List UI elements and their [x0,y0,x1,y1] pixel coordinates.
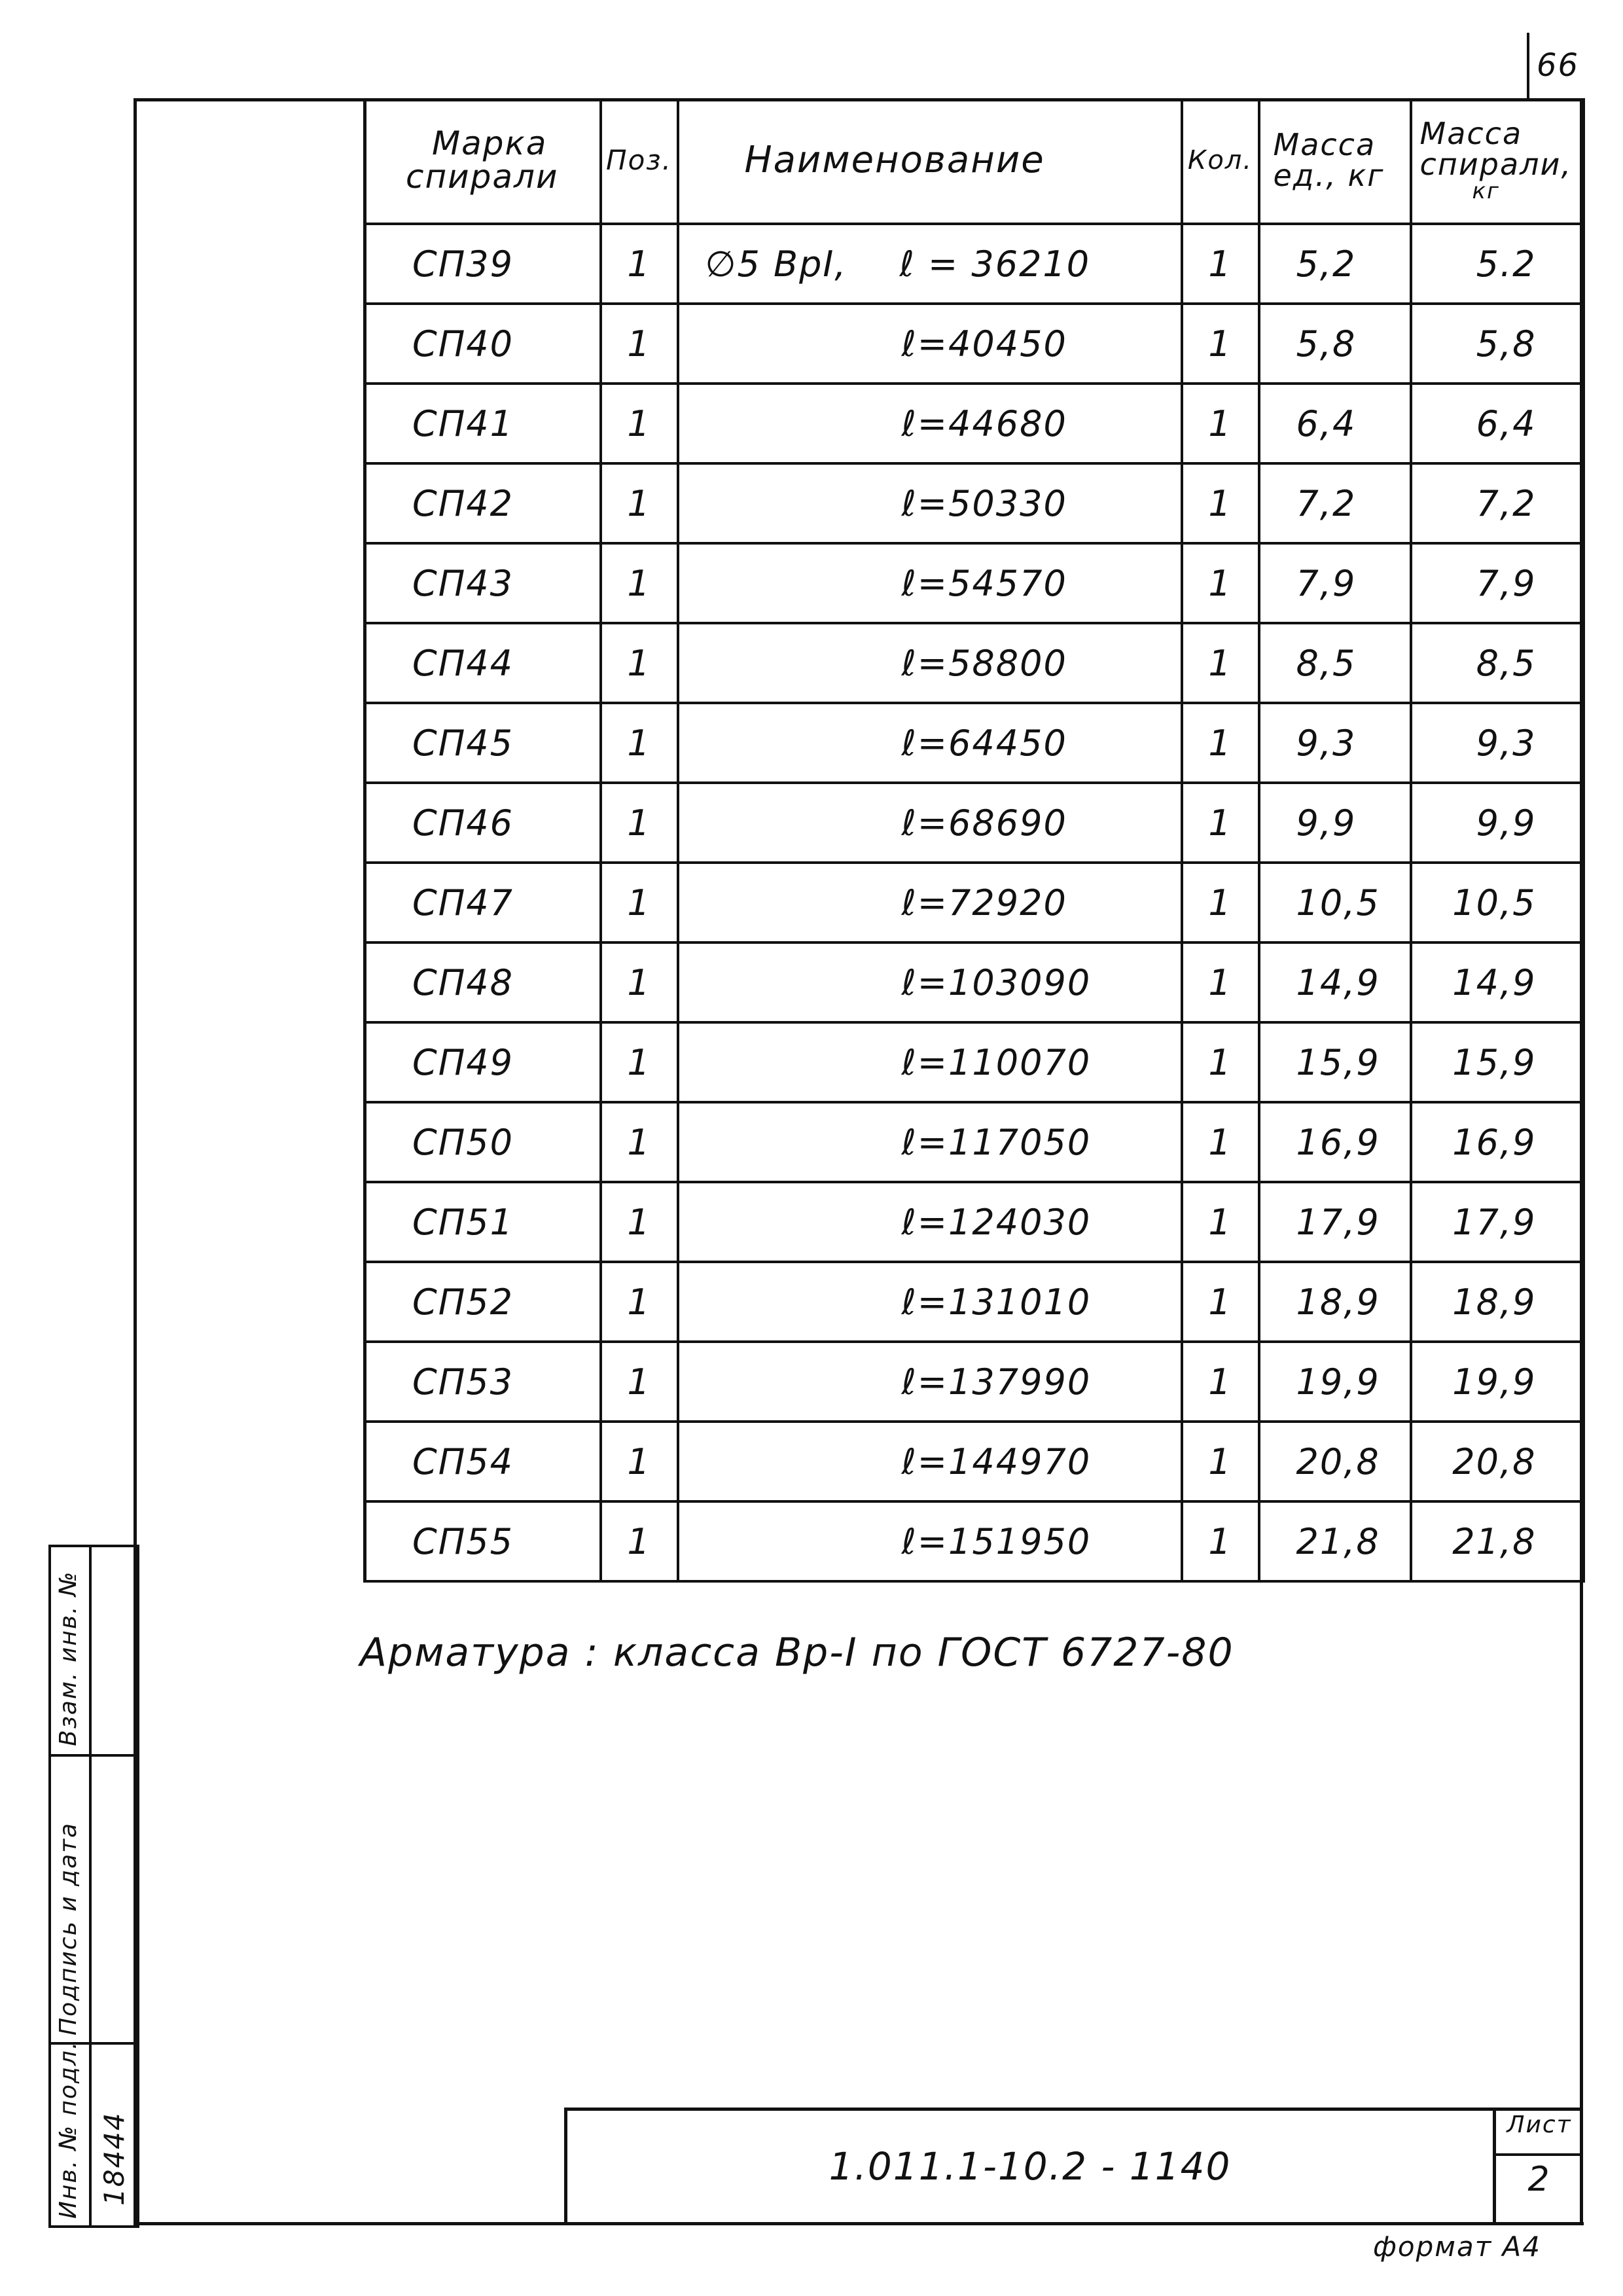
row-quantity [1182,304,1259,384]
header-qty: Кол. [1182,98,1259,224]
spiral-spec-table [363,98,1585,1583]
document-code: 1.011.1-10.2 - 1140 [829,2144,1232,2189]
row-spiral-mass-text: 7,9 [1476,562,1537,604]
row-quantity [1182,1182,1259,1262]
row-unit-mass-text: 7,9 [1296,562,1357,604]
sheet-number: 2 [1527,2160,1551,2199]
table-row [365,304,1584,384]
header-spiral-mass-line3: кг [1472,177,1500,204]
approval-stamp-strip [48,1545,137,2225]
row-name [678,623,1182,703]
row-name-text: ℓ=58800 [901,642,1067,684]
row-mark [365,942,601,1022]
row-unit-mass-text: 18,9 [1296,1281,1380,1323]
row-mark [365,1102,601,1182]
table-row [365,1182,1584,1262]
row-quantity-text: 1 [1208,1201,1232,1243]
row-quantity [1182,1262,1259,1342]
row-name-text: ℓ=137990 [901,1361,1092,1403]
row-rebar-spec: ∅5 ВрI, [705,243,847,285]
row-unit-mass [1259,304,1411,384]
row-spiral-mass [1411,1182,1584,1262]
row-spiral-mass [1411,384,1584,463]
row-unit-mass [1259,463,1411,543]
row-quantity-text: 1 [1208,642,1232,684]
row-position [601,543,678,623]
row-quantity-text: 1 [1208,562,1232,604]
header-mark-line2: спирали [406,158,559,196]
row-mark-text: СП45 [412,722,514,764]
row-name-text: ℓ=68690 [901,802,1067,844]
row-spiral-mass-text: 5.2 [1476,243,1537,285]
row-quantity [1182,863,1259,942]
table-row [365,1262,1584,1342]
row-name [678,463,1182,543]
row-position [601,304,678,384]
stamp-inv-orig-value: 18444 [98,2111,130,2206]
row-name [678,703,1182,783]
row-mark [365,1262,601,1342]
header-spiral-mass-line2: спирали, [1419,146,1573,182]
row-position [601,463,678,543]
row-mark [365,623,601,703]
row-position-text: 1 [627,882,651,924]
row-mark [365,304,601,384]
table-row [365,863,1584,942]
table-row [365,1102,1584,1182]
row-position [601,863,678,942]
row-unit-mass [1259,942,1411,1022]
row-mark-text: СП46 [412,802,514,844]
header-spiral-mass-line1: Масса [1419,115,1523,151]
row-name-text: ℓ=54570 [901,562,1067,604]
row-mark [365,1501,601,1581]
row-name [678,1262,1182,1342]
row-quantity [1182,1422,1259,1501]
row-mark-text: СП47 [412,882,514,924]
row-unit-mass-text: 15,9 [1296,1041,1380,1083]
table-row [365,1342,1584,1422]
row-quantity-text: 1 [1208,1361,1232,1403]
row-spiral-mass-text: 16,9 [1452,1121,1537,1163]
row-name-text: ℓ=144970 [901,1441,1092,1482]
row-unit-mass-text: 10,5 [1296,882,1380,924]
row-mark [365,1182,601,1262]
row-mark-text: СП48 [412,961,514,1003]
row-name [678,304,1182,384]
row-mark [365,543,601,623]
row-name [678,942,1182,1022]
row-position-text: 1 [627,1281,651,1323]
sheet-top-number: 66 [1537,47,1580,84]
row-unit-mass [1259,1182,1411,1262]
row-name-text: ℓ=40450 [901,323,1067,365]
row-position-text: 1 [627,1441,651,1482]
row-unit-mass-text: 21,8 [1296,1520,1380,1562]
table-row [365,224,1584,304]
row-spiral-mass-text: 8,5 [1476,642,1537,684]
row-position [601,623,678,703]
stamp-inv-orig-label: Инв. № подл. [55,2040,82,2219]
row-mark [365,703,601,783]
row-quantity-text: 1 [1208,1441,1232,1482]
row-quantity-text: 1 [1208,482,1232,524]
row-name [678,1422,1182,1501]
row-mark [365,1342,601,1422]
row-mark-text: СП44 [412,642,514,684]
row-position-text: 1 [627,403,651,444]
row-position-text: 1 [627,722,651,764]
row-mark [365,783,601,863]
table-row [365,942,1584,1022]
row-position-text: 1 [627,323,651,365]
row-unit-mass [1259,1022,1411,1102]
row-position [601,224,678,304]
table-header-row [365,98,1584,224]
row-spiral-mass [1411,1342,1584,1422]
row-spiral-mass-text: 6,4 [1476,403,1537,444]
row-spiral-mass-text: 9,9 [1476,802,1537,844]
row-quantity [1182,703,1259,783]
row-mark-text: СП53 [412,1361,514,1403]
row-quantity [1182,1102,1259,1182]
row-position-text: 1 [627,243,651,285]
header-unit-mass [1259,98,1411,224]
row-mark-text: СП49 [412,1041,514,1083]
sheet-label: Лист [1507,2111,1572,2138]
row-spiral-mass-text: 17,9 [1452,1201,1537,1243]
row-position [601,384,678,463]
row-spiral-mass [1411,623,1584,703]
row-unit-mass-text: 16,9 [1296,1121,1380,1163]
row-spiral-mass [1411,1422,1584,1501]
row-unit-mass [1259,863,1411,942]
row-name [678,1102,1182,1182]
stamp-strip-divider [89,1545,92,2225]
table-row [365,703,1584,783]
row-spiral-mass-text: 19,9 [1452,1361,1537,1403]
row-unit-mass-text: 5,8 [1296,323,1357,365]
row-quantity-text: 1 [1208,243,1232,285]
row-unit-mass-text: 6,4 [1296,403,1357,444]
row-position [601,703,678,783]
row-quantity [1182,463,1259,543]
row-position [601,1022,678,1102]
row-unit-mass [1259,1501,1411,1581]
row-spiral-mass [1411,543,1584,623]
row-spiral-mass [1411,224,1584,304]
row-position [601,783,678,863]
row-spiral-mass [1411,783,1584,863]
row-name [678,384,1182,463]
row-unit-mass [1259,384,1411,463]
row-position [601,942,678,1022]
row-position [601,1102,678,1182]
row-spiral-mass [1411,1102,1584,1182]
row-unit-mass [1259,543,1411,623]
row-position-text: 1 [627,1361,651,1403]
row-position-text: 1 [627,562,651,604]
row-unit-mass-text: 20,8 [1296,1441,1380,1482]
header-mark [365,98,601,224]
row-name-text: ℓ=151950 [901,1520,1092,1562]
row-spiral-mass-text: 21,8 [1452,1520,1537,1562]
row-position [601,1501,678,1581]
row-mark-text: СП40 [412,323,514,365]
row-unit-mass-text: 9,9 [1296,802,1357,844]
row-spiral-mass-text: 9,3 [1476,722,1537,764]
header-name: Наименование [678,98,1182,224]
row-unit-mass-text: 17,9 [1296,1201,1380,1243]
row-position [601,1262,678,1342]
row-unit-mass-text: 19,9 [1296,1361,1380,1403]
row-mark [365,463,601,543]
row-mark-text: СП50 [412,1121,514,1163]
row-name-text: ℓ=117050 [901,1121,1092,1163]
table-row [365,463,1584,543]
row-spiral-mass [1411,304,1584,384]
row-quantity-text: 1 [1208,961,1232,1003]
row-position-text: 1 [627,961,651,1003]
row-position [601,1342,678,1422]
row-quantity-text: 1 [1208,722,1232,764]
row-name-text: ℓ=110070 [901,1041,1092,1083]
row-quantity-text: 1 [1208,1520,1232,1562]
row-unit-mass [1259,1102,1411,1182]
row-name [678,1501,1182,1581]
frame-bottom-line [134,2222,1584,2225]
table-row [365,1022,1584,1102]
row-quantity-text: 1 [1208,1281,1232,1323]
row-spiral-mass-text: 20,8 [1452,1441,1537,1482]
row-mark [365,224,601,304]
row-spiral-mass-text: 10,5 [1452,882,1537,924]
row-quantity-text: 1 [1208,1121,1232,1163]
row-unit-mass-text: 7,2 [1296,482,1357,524]
row-quantity [1182,942,1259,1022]
row-position-text: 1 [627,1520,651,1562]
row-position-text: 1 [627,1201,651,1243]
sheet-number-tick [1527,33,1529,101]
row-spiral-mass-text: 5,8 [1476,323,1537,365]
row-name-text: ℓ=44680 [901,403,1067,444]
row-position-text: 1 [627,1121,651,1163]
row-name-text: ℓ=131010 [901,1281,1092,1323]
row-spiral-mass-text: 18,9 [1452,1281,1537,1323]
row-name [678,543,1182,623]
row-name-text: ℓ=124030 [901,1201,1092,1243]
row-mark-text: СП42 [412,482,514,524]
row-name-text: ℓ = 36210 [899,243,1091,285]
row-mark-text: СП54 [412,1441,514,1482]
stamp-sign-date-label: Подпись и дата [55,1821,82,2036]
table-row [365,623,1584,703]
row-quantity [1182,224,1259,304]
row-name-text: ℓ=50330 [901,482,1067,524]
table-row [365,1501,1584,1581]
row-position-text: 1 [627,642,651,684]
row-spiral-mass-text: 15,9 [1452,1041,1537,1083]
row-unit-mass-text: 9,3 [1296,722,1357,764]
row-quantity-text: 1 [1208,882,1232,924]
row-unit-mass-text: 14,9 [1296,961,1380,1003]
row-mark-text: СП43 [412,562,514,604]
row-unit-mass-text: 5,2 [1296,243,1357,285]
row-position-text: 1 [627,802,651,844]
row-spiral-mass [1411,1501,1584,1581]
row-unit-mass [1259,703,1411,783]
row-unit-mass [1259,783,1411,863]
row-mark-text: СП52 [412,1281,514,1323]
header-spiral-mass [1411,98,1584,224]
row-quantity-text: 1 [1208,802,1232,844]
row-mark-text: СП41 [412,403,514,444]
row-spiral-mass [1411,1022,1584,1102]
row-name [678,1182,1182,1262]
row-position [601,1182,678,1262]
header-unit-mass-line1: Масса [1273,127,1376,163]
row-name [678,224,1182,304]
rebar-note: Арматура : класса Вр-I по ГОСТ 6727-80 [360,1630,1234,1676]
row-mark-text: СП39 [412,243,514,285]
table-row [365,543,1584,623]
row-unit-mass [1259,1422,1411,1501]
row-quantity [1182,623,1259,703]
row-quantity-text: 1 [1208,323,1232,365]
row-spiral-mass-text: 14,9 [1452,961,1537,1003]
row-spiral-mass [1411,463,1584,543]
row-mark [365,1422,601,1501]
row-quantity [1182,384,1259,463]
row-quantity-text: 1 [1208,1041,1232,1083]
table-body [365,224,1584,1581]
row-unit-mass [1259,1262,1411,1342]
row-name [678,783,1182,863]
row-unit-mass [1259,224,1411,304]
row-quantity [1182,543,1259,623]
row-quantity-text: 1 [1208,403,1232,444]
row-name [678,1342,1182,1422]
table-row [365,384,1584,463]
row-mark-text: СП51 [412,1201,514,1243]
row-quantity [1182,783,1259,863]
header-unit-mass-line2: ед., кг [1273,158,1385,193]
row-mark [365,863,601,942]
row-quantity [1182,1501,1259,1581]
row-spiral-mass [1411,1262,1584,1342]
row-spiral-mass-text: 7,2 [1476,482,1537,524]
stamp-replace-inv-label: Взам. инв. № [55,1570,82,1746]
row-unit-mass-text: 8,5 [1296,642,1357,684]
row-mark [365,1022,601,1102]
row-position-text: 1 [627,482,651,524]
row-unit-mass [1259,623,1411,703]
row-name-text: ℓ=103090 [901,961,1092,1003]
table-row [365,1422,1584,1501]
row-name-text: ℓ=64450 [901,722,1067,764]
row-name [678,863,1182,942]
row-position-text: 1 [627,1041,651,1083]
header-mark-line1: Марка [432,124,548,162]
row-name [678,1022,1182,1102]
row-spiral-mass [1411,942,1584,1022]
row-name-text: ℓ=72920 [901,882,1067,924]
table-row [365,783,1584,863]
title-block-sheet-divider [1493,2153,1582,2156]
format-label: формат А4 [1373,2231,1541,2263]
row-quantity [1182,1342,1259,1422]
row-unit-mass [1259,1342,1411,1422]
stamp-strip-divider-h1 [48,1754,137,1757]
row-spiral-mass [1411,703,1584,783]
header-pos: Поз. [601,98,678,224]
row-mark-text: СП55 [412,1520,514,1562]
row-spiral-mass [1411,863,1584,942]
row-position [601,1422,678,1501]
row-quantity [1182,1022,1259,1102]
row-mark [365,384,601,463]
